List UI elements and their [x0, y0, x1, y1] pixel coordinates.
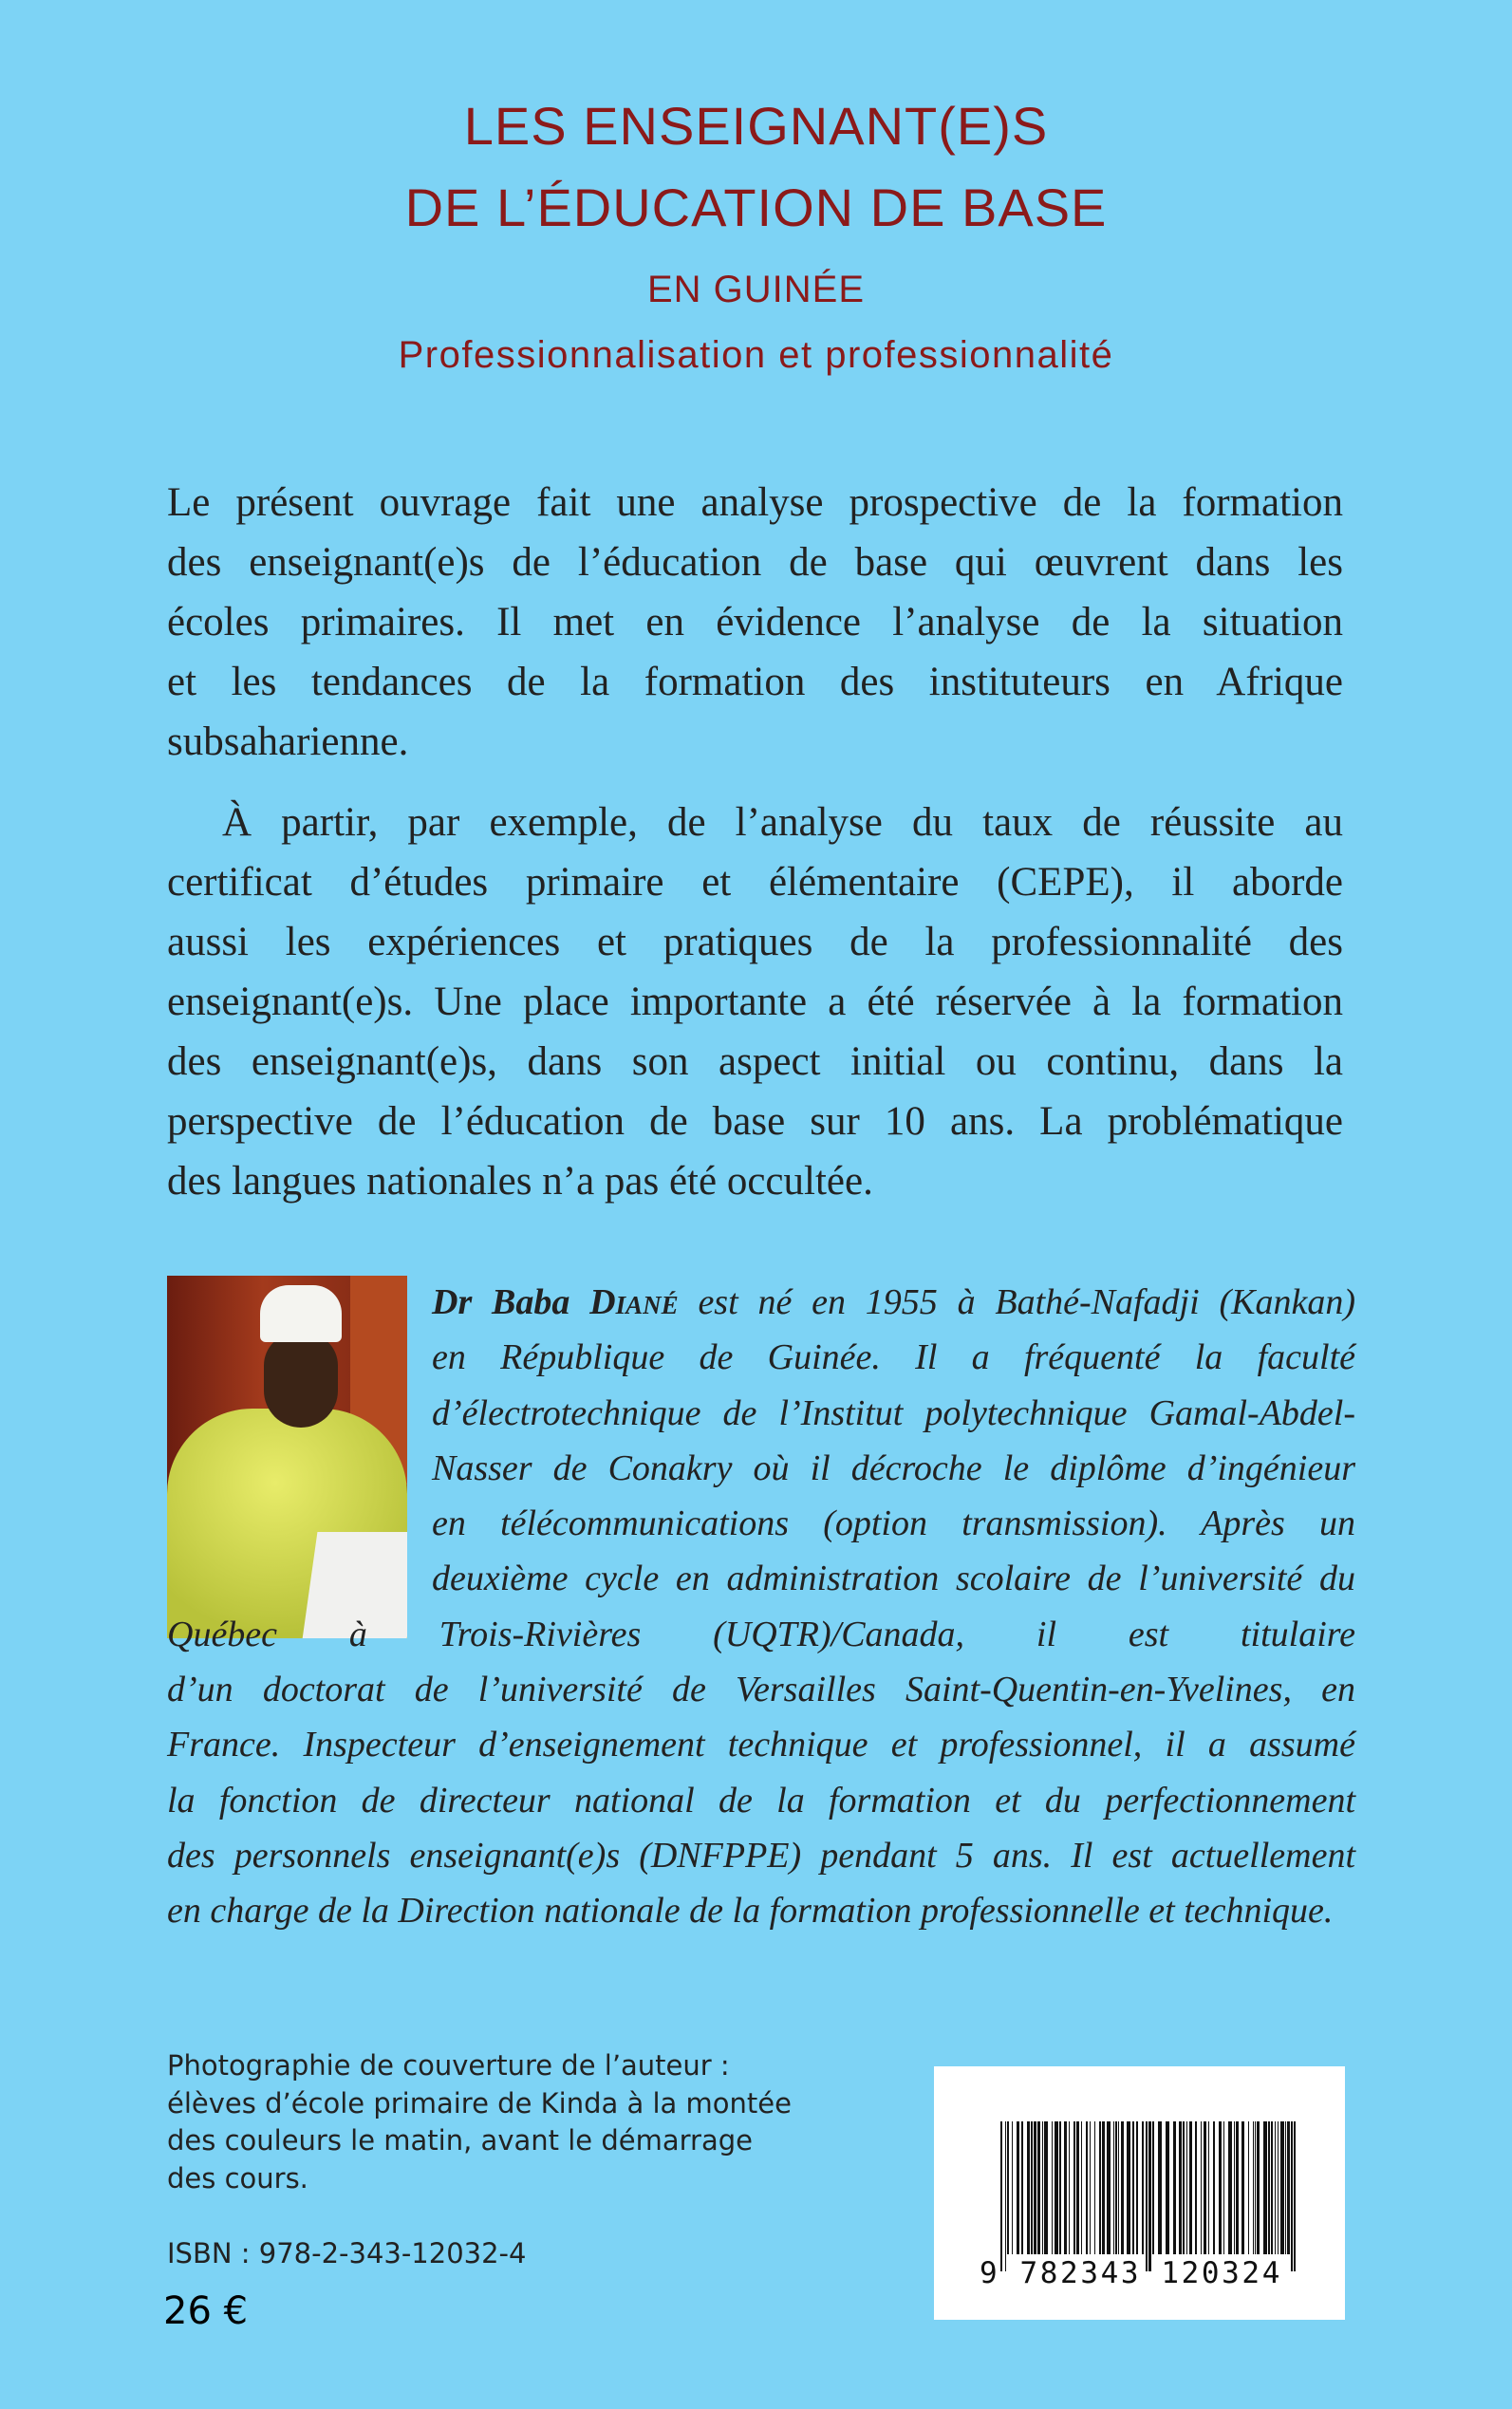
p2-line: À partir, par exemple, de l’analyse du taux de réussite au — [222, 800, 1343, 845]
p1-line: Le présent ouvrage fait une analyse prospective de la formation — [167, 480, 1343, 525]
barcode-bar — [1253, 2121, 1254, 2254]
barcode-bars — [1000, 2121, 1297, 2271]
barcode-bar — [1228, 2121, 1232, 2254]
barcode-bar — [1294, 2121, 1296, 2271]
barcode-bar — [1263, 2121, 1267, 2254]
bio-line: Nasser de Conakry où il décroche le diplôme d’ingénieur — [432, 1447, 1355, 1488]
bio-line: France. Inspecteur d’enseignement technique et professionnel, il a assumé — [167, 1725, 1355, 1765]
barcode-bar — [1007, 2121, 1009, 2254]
p2-line: certificat d’études primaire et élémentaire (CEPE), il aborde — [167, 860, 1343, 905]
barcode-bar — [1201, 2121, 1202, 2254]
barcode-bar — [1136, 2121, 1138, 2254]
barcode-bar — [1271, 2121, 1273, 2254]
barcode-bar — [1146, 2121, 1148, 2271]
barcode-bar — [1090, 2121, 1091, 2254]
barcode-bar — [1073, 2121, 1075, 2254]
barcode-bar — [1179, 2121, 1182, 2254]
author-bio-line — [432, 1275, 1355, 1330]
barcode-bar — [1248, 2121, 1249, 2254]
book-title-line-1: LES ENSEIGNANT(E)S — [463, 96, 1049, 156]
barcode-bar — [1005, 2121, 1006, 2271]
p1-line: et les tendances de la formation des instituteurs en Afrique — [167, 660, 1343, 704]
barcode-bar — [1189, 2121, 1192, 2254]
barcode-bar — [1042, 2121, 1043, 2254]
bio-line: des personnels enseignant(e)s (DNFPPE) pendant 5 ans. Il est actuellement — [167, 1835, 1355, 1876]
photo-credit-line: élèves d’école primaire de Kinda à la montée — [167, 2086, 792, 2120]
barcode-bar — [1186, 2121, 1187, 2254]
book-subtitle: Professionnalisation et professionnalité — [398, 334, 1114, 376]
barcode-bar — [1142, 2121, 1144, 2254]
barcode-bar — [1052, 2121, 1053, 2254]
barcode-bar — [1113, 2121, 1114, 2254]
author-surname: Diané — [589, 1282, 679, 1322]
barcode-digits: 9 782343 120324 — [980, 2256, 1282, 2290]
book-title-line-3: EN GUINÉE — [646, 269, 866, 310]
p2-line: aussi les expériences et pratiques de la professionnalité des — [167, 920, 1343, 964]
book-title-line-2: DE L’ÉDUCATION DE BASE — [404, 177, 1108, 237]
barcode-bar — [1069, 2121, 1070, 2254]
bio-line: deuxième cycle en administration scolaire de l’université du — [432, 1559, 1355, 1599]
barcode-bar — [1152, 2121, 1154, 2254]
barcode-bar — [1034, 2121, 1036, 2254]
barcode-bar — [1055, 2121, 1058, 2254]
author-name-prefix: Dr Baba — [432, 1282, 590, 1322]
bio-line: Québec à Trois-Rivières (UQTR)/Canada, il est titulaire — [167, 1614, 1355, 1654]
barcode-bar — [1076, 2121, 1079, 2254]
barcode-bar — [1280, 2121, 1284, 2254]
price: 26 € — [163, 2289, 249, 2333]
barcode-bar — [1081, 2121, 1082, 2254]
barcode-bar — [1027, 2121, 1030, 2254]
barcode-bar — [1223, 2121, 1224, 2254]
summary-paragraph-2 — [167, 793, 1343, 1211]
photo-credit-line: des cours. — [167, 2161, 308, 2194]
barcode-bar — [1021, 2121, 1023, 2254]
barcode-bar — [1121, 2121, 1124, 2254]
barcode-bar — [1213, 2121, 1215, 2254]
barcode-bar — [1017, 2121, 1019, 2254]
barcode-bar — [1086, 2121, 1088, 2254]
barcode-bar — [1148, 2121, 1151, 2271]
bio-line: en République de Guinée. Il a fréquenté la faculté — [432, 1337, 1355, 1378]
author-bio-text: est né en 1955 à Bathé-Nafadji (Kankan) — [678, 1282, 1355, 1322]
isbn: ISBN : 978-2-343-12032-4 — [167, 2237, 527, 2269]
bio-line: la fonction de directeur national de la formation et du perfectionnement — [167, 1780, 1355, 1821]
barcode-bar — [1102, 2121, 1105, 2254]
p2-line: des langues nationales n’a pas été occultée. — [167, 1159, 873, 1204]
photo-credit-line: des couleurs le matin, avant le démarrage — [167, 2124, 753, 2157]
barcode-bar — [1115, 2121, 1117, 2254]
barcode-bar — [1158, 2121, 1162, 2254]
bio-line: d’un doctorat de l’université de Versailles Saint-Quentin-en-Yvelines, en — [167, 1670, 1355, 1710]
barcode-bar — [1236, 2121, 1239, 2254]
author-bio — [167, 1275, 1355, 1939]
barcode-bar — [1118, 2121, 1119, 2254]
barcode — [934, 2066, 1345, 2320]
barcode-bar — [1031, 2121, 1033, 2254]
bio-line: d’électrotechnique de l’Institut polytechnique Gamal-Abdel- — [432, 1392, 1355, 1433]
barcode-bar — [1044, 2121, 1048, 2254]
barcode-bar — [1219, 2121, 1222, 2254]
barcode-bar — [1037, 2121, 1040, 2254]
barcode-bar — [1287, 2121, 1290, 2254]
barcode-bar — [1000, 2121, 1002, 2271]
barcode-bar — [1173, 2121, 1176, 2254]
barcode-bar — [1278, 2121, 1279, 2254]
p2-line: des enseignant(e)s, dans son aspect initial ou continu, dans la — [167, 1039, 1343, 1084]
p2-line: enseignant(e)s. Une place importante a été réservée à la formation — [167, 980, 1343, 1024]
barcode-bar — [1127, 2121, 1130, 2254]
barcode-bar — [1285, 2121, 1286, 2254]
barcode-bar — [1195, 2121, 1197, 2254]
p2-line: perspective de l’éducation de base sur 10 ans. La problématique — [167, 1099, 1343, 1144]
barcode-bar — [1268, 2121, 1270, 2254]
barcode-bar — [1132, 2121, 1134, 2254]
barcode-bar — [1059, 2121, 1061, 2254]
photo-credit-line: Photographie de couverture de l’auteur : — [167, 2049, 730, 2082]
barcode-bar — [1257, 2121, 1260, 2254]
bio-line: en charge de la Direction nationale de la formation professionnelle et technique. — [167, 1891, 1334, 1932]
p1-line: subsaharienne. — [167, 719, 409, 764]
barcode-bar — [1255, 2121, 1256, 2254]
barcode-bar — [1099, 2121, 1101, 2254]
barcode-bar — [1208, 2121, 1209, 2254]
photo-credit — [167, 2047, 792, 2197]
p1-line: des enseignant(e)s de l’éducation de base qui œuvrent dans les — [167, 540, 1343, 585]
barcode-bar — [1204, 2121, 1206, 2254]
barcode-bar — [1291, 2121, 1293, 2271]
summary-paragraph-1 — [167, 473, 1343, 772]
barcode-bar — [1234, 2121, 1235, 2254]
p1-line: écoles primaires. Il met en évidence l’analyse de la situation — [167, 600, 1343, 644]
barcode-bar — [1064, 2121, 1067, 2254]
barcode-bar — [1183, 2121, 1185, 2254]
barcode-bar — [1012, 2121, 1013, 2254]
bio-line: en télécommunications (option transmission). Après un — [432, 1503, 1355, 1544]
barcode-bar — [1241, 2121, 1244, 2254]
barcode-bar — [1275, 2121, 1276, 2254]
barcode-bar — [1094, 2121, 1095, 2254]
barcode-bar — [1166, 2121, 1169, 2254]
barcode-bar — [1107, 2121, 1111, 2254]
